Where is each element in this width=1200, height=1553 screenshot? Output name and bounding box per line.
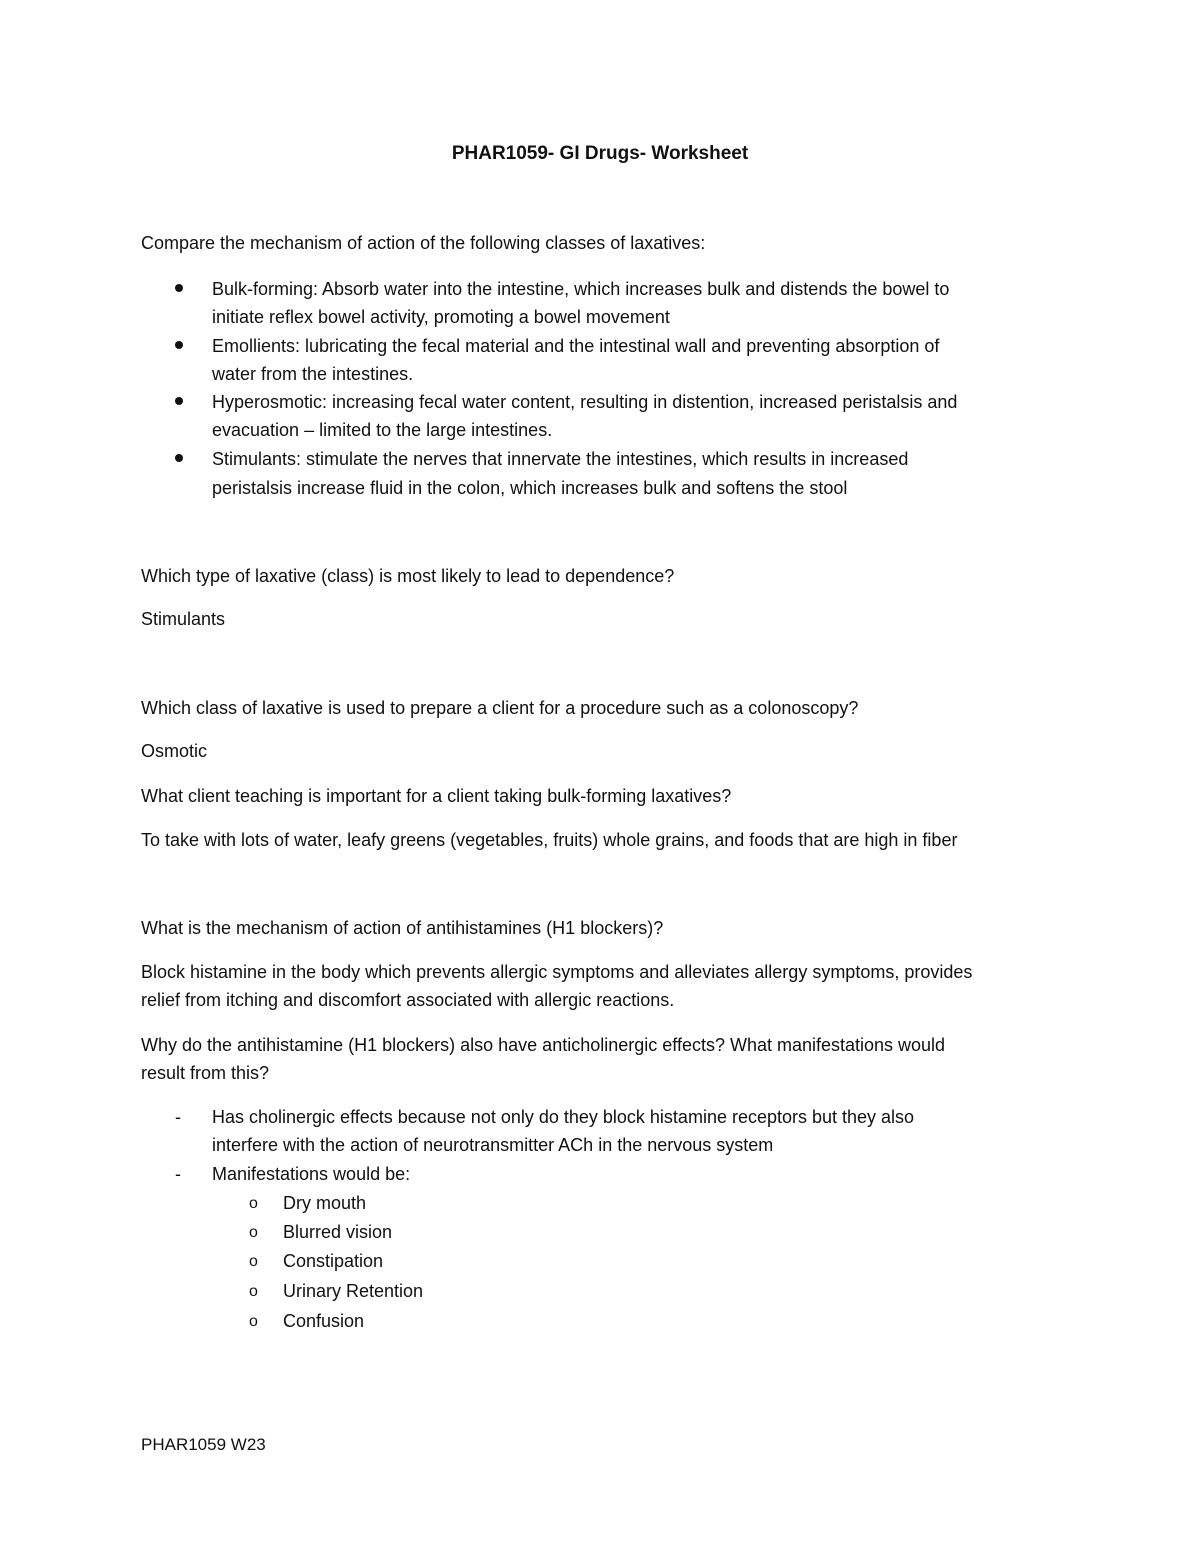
circle-bullet-icon: o [249, 1283, 258, 1300]
list-item-line: Hyperosmotic: increasing fecal water content, resulting in distention, increased peristalsis and [212, 392, 958, 412]
bullet-icon [175, 284, 183, 292]
dash-marker: - [175, 1164, 181, 1184]
question-anticholinergic-line: Why do the antihistamine (H1 blockers) also have anticholinergic effects? What manifestations would [141, 1035, 946, 1055]
circle-bullet-icon: o [249, 1195, 258, 1212]
question-colonoscopy: Which class of laxative is used to prepare a client for a procedure such as a colonoscopy? [141, 698, 859, 718]
list-item-line: initiate reflex bowel activity, promoting a bowel movement [212, 307, 670, 327]
dash-marker: - [175, 1107, 181, 1127]
list-item: Confusion [283, 1311, 365, 1331]
list-item-line: Stimulants: stimulate the nerves that innervate the intestines, which results in increased [212, 449, 909, 469]
list-item-line: Has cholinergic effects because not only do they block histamine receptors but they also [212, 1107, 915, 1127]
question-anticholinergic-line: result from this? [141, 1063, 270, 1083]
question-client-teaching: What client teaching is important for a client taking bulk-forming laxatives? [141, 786, 732, 806]
answer-antihistamine-moa-line: relief from itching and discomfort associated with allergic reactions. [141, 990, 675, 1010]
list-item: Constipation [283, 1251, 384, 1271]
list-item-line: Manifestations would be: [212, 1164, 411, 1184]
list-item: Urinary Retention [283, 1281, 424, 1301]
question-dependence: Which type of laxative (class) is most likely to lead to dependence? [141, 566, 675, 586]
list-item-line: peristalsis increase fluid in the colon, which increases bulk and softens the stool [212, 478, 848, 498]
list-item: Blurred vision [283, 1222, 393, 1242]
circle-bullet-icon: o [249, 1253, 258, 1270]
answer-client-teaching: To take with lots of water, leafy greens (vegetables, fruits) whole grains, and foods that are high in fiber [141, 830, 958, 850]
circle-bullet-icon: o [249, 1224, 258, 1241]
list-item-line: interfere with the action of neurotransmitter ACh in the nervous system [212, 1135, 774, 1155]
page-footer: PHAR1059 W23 [141, 1435, 266, 1454]
list-item-line: evacuation – limited to the large intestines. [212, 420, 553, 440]
intro-question: Compare the mechanism of action of the following classes of laxatives: [141, 233, 706, 253]
circle-bullet-icon: o [249, 1313, 258, 1330]
answer-colonoscopy: Osmotic [141, 741, 208, 761]
bullet-icon [175, 341, 183, 349]
list-item: Dry mouth [283, 1193, 367, 1213]
page-title: PHAR1059- GI Drugs- Worksheet [451, 143, 749, 164]
question-antihistamine-moa: What is the mechanism of action of antihistamines (H1 blockers)? [141, 918, 664, 938]
list-item-line: Emollients: lubricating the fecal material and the intestinal wall and preventing absorption of [212, 336, 940, 356]
list-item-line: water from the intestines. [212, 364, 414, 384]
list-item-line: Bulk-forming: Absorb water into the intestine, which increases bulk and distends the bowel to [212, 279, 950, 299]
answer-antihistamine-moa-line: Block histamine in the body which prevents allergic symptoms and alleviates allergy symptoms, provides [141, 962, 973, 982]
bullet-icon [175, 397, 183, 405]
answer-dependence: Stimulants [141, 609, 226, 629]
bullet-icon [175, 454, 183, 462]
